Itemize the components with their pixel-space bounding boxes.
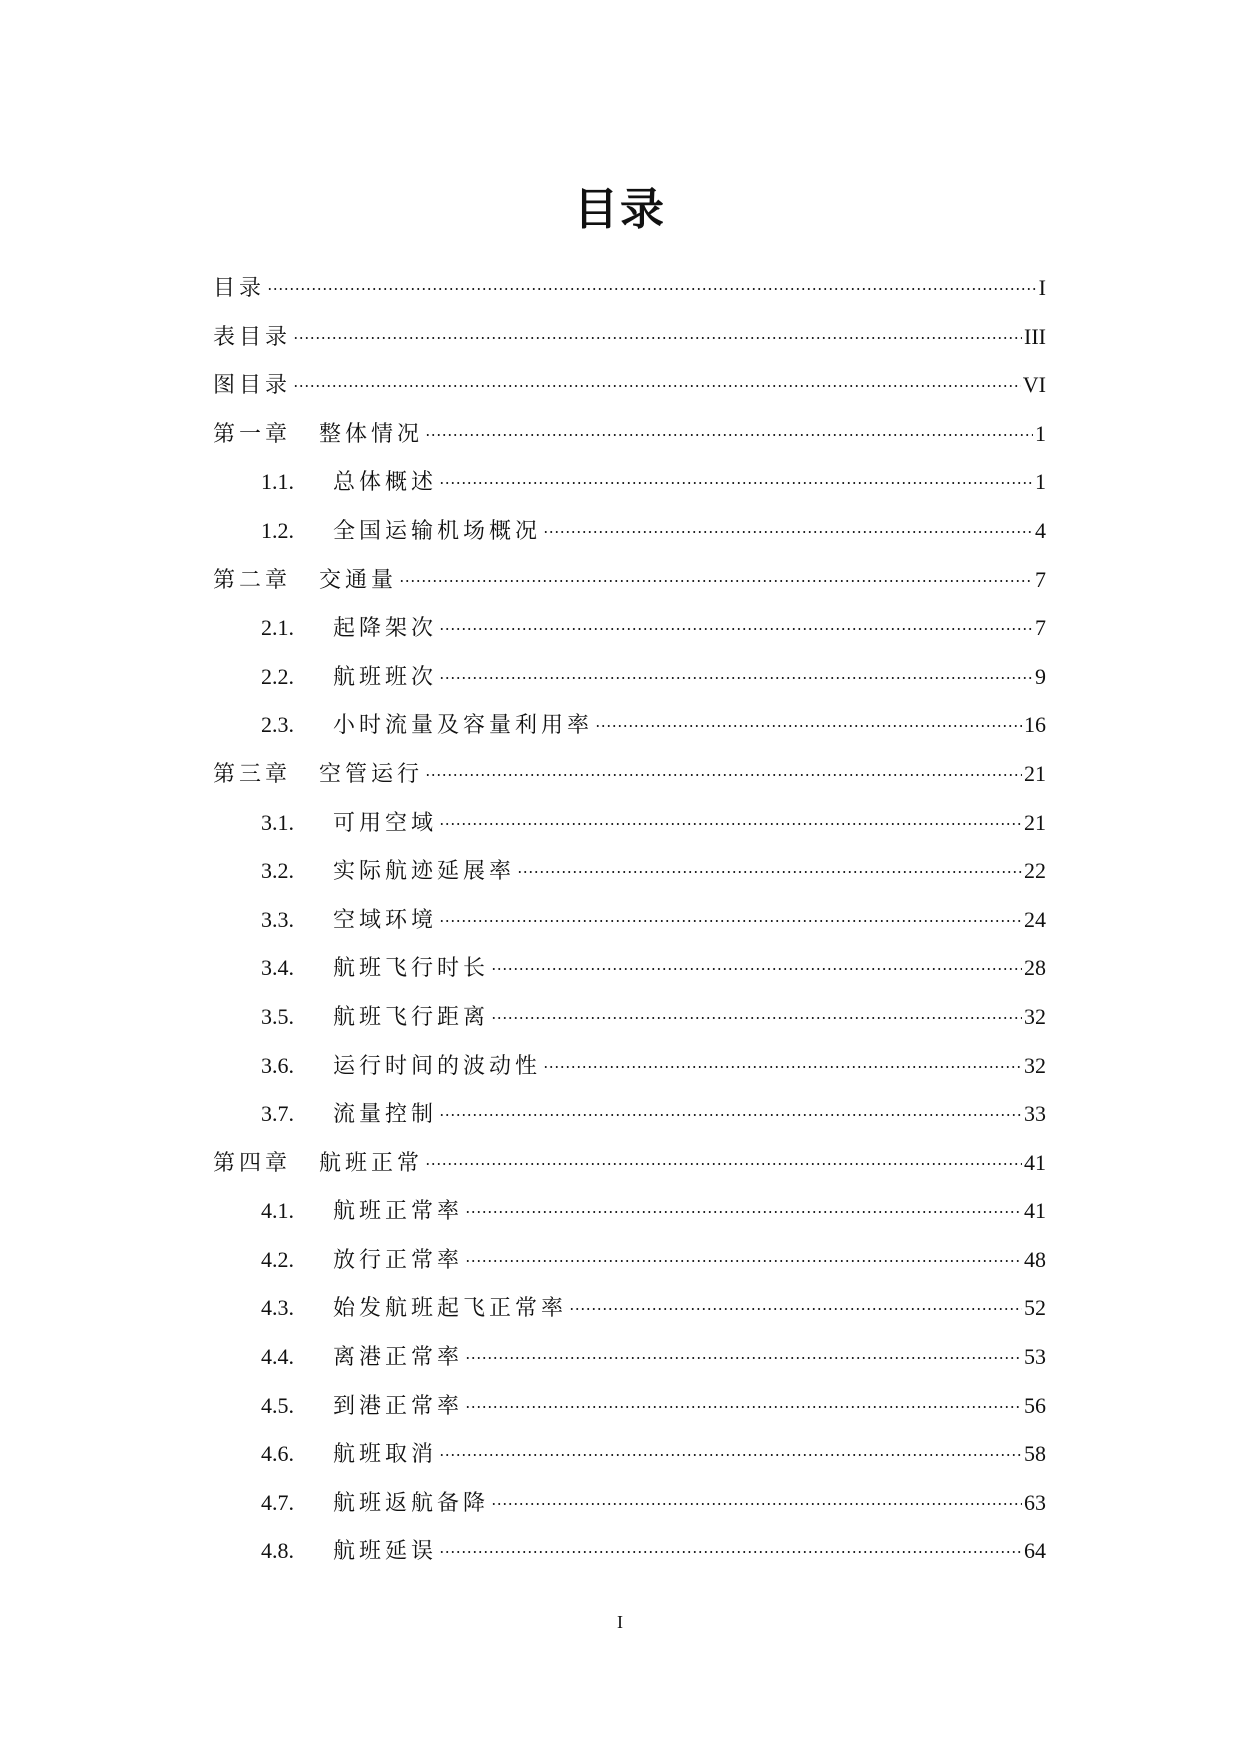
toc-entry-number: 3.3. (261, 906, 294, 932)
toc-entry-page-number: 1 (1035, 469, 1046, 495)
toc-entry-page-number: 9 (1035, 663, 1046, 689)
toc-entry-title: 交通量 (319, 567, 398, 593)
dot-leader (595, 725, 1022, 727)
toc-entry[interactable] (213, 313, 1046, 362)
toc-entry[interactable] (213, 1333, 1046, 1382)
toc-entry-page-number: 22 (1024, 858, 1046, 884)
toc-entry-title: 航班正常 (319, 1150, 424, 1176)
toc-entry[interactable] (213, 896, 1046, 945)
toc-entry-title: 航班飞行距离 (333, 1004, 490, 1030)
toc-entry[interactable] (213, 1139, 1046, 1188)
toc-entry[interactable] (213, 1527, 1046, 1576)
toc-entry-number: 4.8. (261, 1538, 294, 1564)
toc-entry-number: 4.1. (261, 1198, 294, 1224)
toc-entry-page-number: 52 (1024, 1295, 1046, 1321)
toc-entry[interactable] (213, 847, 1046, 896)
dot-leader (267, 288, 1037, 290)
dot-leader (491, 1503, 1022, 1505)
toc-entry-number: 第三章 (213, 760, 292, 786)
toc-entry-title: 实际航迹延展率 (333, 859, 516, 885)
dot-leader (543, 1066, 1022, 1068)
toc-entry-number: 4.2. (261, 1246, 294, 1272)
toc-entry-page-number: I (1038, 275, 1046, 300)
toc-entry-page-number: 7 (1035, 615, 1046, 641)
dot-leader (439, 628, 1033, 630)
toc-entry-title: 到港正常率 (333, 1393, 464, 1419)
toc-entry-number: 3.5. (261, 1003, 294, 1029)
toc-entry-page-number: 63 (1024, 1489, 1046, 1515)
footer-page-number: I (617, 1612, 623, 1632)
toc-entry-title: 航班正常率 (333, 1199, 464, 1225)
toc-entry-page-number: 48 (1024, 1246, 1046, 1272)
toc-entry-number: 3.1. (261, 809, 294, 835)
toc-entry-page-number: 1 (1035, 420, 1046, 446)
dot-leader (293, 337, 1022, 339)
toc-entry[interactable] (213, 1090, 1046, 1139)
toc-entry-title: 可用空域 (333, 810, 438, 836)
toc-entry-title: 空管运行 (319, 761, 424, 787)
toc-entry-title: 全国运输机场概况 (333, 518, 542, 544)
toc-entry-number: 4.4. (261, 1344, 294, 1370)
toc-entry-number: 3.4. (261, 955, 294, 981)
toc-entry-title: 始发航班起飞正常率 (333, 1296, 568, 1322)
toc-entry-page-number: 64 (1024, 1538, 1046, 1564)
toc-entry-number: 4.3. (261, 1295, 294, 1321)
toc-entry[interactable] (213, 750, 1046, 799)
toc-entry[interactable] (213, 799, 1046, 848)
toc-entry-title: 起降架次 (333, 616, 438, 642)
toc-entry-page-number: 32 (1024, 1052, 1046, 1078)
toc-entry-page-number: 41 (1024, 1149, 1046, 1175)
toc-entry-number: 第四章 (213, 1149, 292, 1175)
page-title: 目录 (574, 184, 666, 235)
dot-leader (439, 482, 1033, 484)
toc-entry-page-number: 4 (1035, 517, 1046, 543)
toc-entry[interactable] (213, 1042, 1046, 1091)
toc-entry-title: 目录 (213, 276, 266, 301)
toc-entry-title: 航班返航备降 (333, 1490, 490, 1516)
toc-entry-title: 航班飞行时长 (333, 956, 490, 982)
dot-leader (425, 774, 1022, 776)
toc-entry-title: 流量控制 (333, 1102, 438, 1128)
toc-entry[interactable] (213, 507, 1046, 556)
toc-entry-title: 运行时间的波动性 (333, 1053, 542, 1079)
toc-entry-title: 航班延误 (333, 1539, 438, 1565)
toc-entry[interactable] (213, 264, 1046, 313)
toc-entry-title: 航班班次 (333, 664, 438, 690)
dot-leader (439, 1454, 1022, 1456)
toc-entry[interactable] (213, 1187, 1046, 1236)
dot-leader (465, 1211, 1022, 1213)
toc-entry-title: 空域环境 (333, 907, 438, 933)
toc-entry-page-number: 24 (1024, 906, 1046, 932)
toc-entry-number: 1.2. (261, 517, 294, 543)
toc-entry[interactable] (213, 604, 1046, 653)
dot-leader (465, 1260, 1022, 1262)
toc-entry[interactable] (213, 944, 1046, 993)
toc-entry-page-number: 33 (1024, 1101, 1046, 1127)
toc-entry[interactable] (213, 1284, 1046, 1333)
toc-entry-title: 放行正常率 (333, 1247, 464, 1273)
toc-entry[interactable] (213, 1236, 1046, 1285)
toc-entry-number: 2.1. (261, 615, 294, 641)
dot-leader (293, 385, 1021, 387)
toc-entry[interactable] (213, 458, 1046, 507)
toc-entry[interactable] (213, 1430, 1046, 1479)
toc-entry[interactable] (213, 701, 1046, 750)
dot-leader (439, 1114, 1022, 1116)
toc-entry[interactable] (213, 993, 1046, 1042)
toc-entry-page-number: 56 (1024, 1392, 1046, 1418)
dot-leader (439, 920, 1022, 922)
toc-entry[interactable] (213, 653, 1046, 702)
table-of-contents (213, 264, 1046, 1576)
toc-entry[interactable] (213, 1479, 1046, 1528)
toc-entry-title: 小时流量及容量利用率 (333, 713, 594, 739)
toc-entry-page-number: 32 (1024, 1003, 1046, 1029)
toc-entry-number: 4.6. (261, 1441, 294, 1467)
toc-entry-number: 1.1. (261, 469, 294, 495)
toc-entry-title: 总体概述 (333, 470, 438, 496)
toc-entry-number: 第一章 (213, 420, 292, 446)
toc-entry-title: 整体情况 (319, 421, 424, 447)
toc-entry-page-number: 7 (1035, 566, 1046, 592)
toc-entry-number: 3.2. (261, 858, 294, 884)
toc-entry-page-number: III (1024, 323, 1046, 349)
toc-entry-number: 3.6. (261, 1052, 294, 1078)
dot-leader (491, 968, 1022, 970)
toc-entry-page-number: 58 (1024, 1441, 1046, 1467)
dot-leader (517, 871, 1022, 873)
toc-entry-title: 表目录 (213, 324, 292, 350)
dot-leader (425, 434, 1033, 436)
toc-entry[interactable] (213, 556, 1046, 605)
toc-entry[interactable] (213, 1382, 1046, 1431)
toc-entry-page-number: VI (1022, 372, 1046, 398)
toc-entry-number: 第二章 (213, 566, 292, 592)
dot-leader (399, 580, 1033, 582)
dot-leader (465, 1357, 1022, 1359)
toc-entry-page-number: 53 (1024, 1344, 1046, 1370)
toc-entry-title: 航班取消 (333, 1442, 438, 1468)
toc-entry[interactable] (213, 410, 1046, 459)
toc-entry-page-number: 16 (1024, 712, 1046, 738)
toc-entry-page-number: 41 (1024, 1198, 1046, 1224)
toc-entry-number: 4.5. (261, 1392, 294, 1418)
toc-entry-title: 离港正常率 (333, 1345, 464, 1371)
dot-leader (491, 1017, 1022, 1019)
dot-leader (465, 1406, 1022, 1408)
dot-leader (543, 531, 1033, 533)
toc-entry-page-number: 28 (1024, 955, 1046, 981)
dot-leader (439, 823, 1022, 825)
dot-leader (425, 1163, 1022, 1165)
dot-leader (439, 1551, 1022, 1553)
toc-entry-page-number: 21 (1024, 760, 1046, 786)
toc-entry-page-number: 21 (1024, 809, 1046, 835)
toc-entry-number: 3.7. (261, 1101, 294, 1127)
toc-entry-number: 2.3. (261, 712, 294, 738)
dot-leader (569, 1308, 1022, 1310)
toc-entry-number: 4.7. (261, 1489, 294, 1515)
dot-leader (439, 677, 1033, 679)
toc-entry[interactable] (213, 361, 1046, 410)
toc-entry-number: 2.2. (261, 663, 294, 689)
toc-entry-title: 图目录 (213, 373, 292, 399)
